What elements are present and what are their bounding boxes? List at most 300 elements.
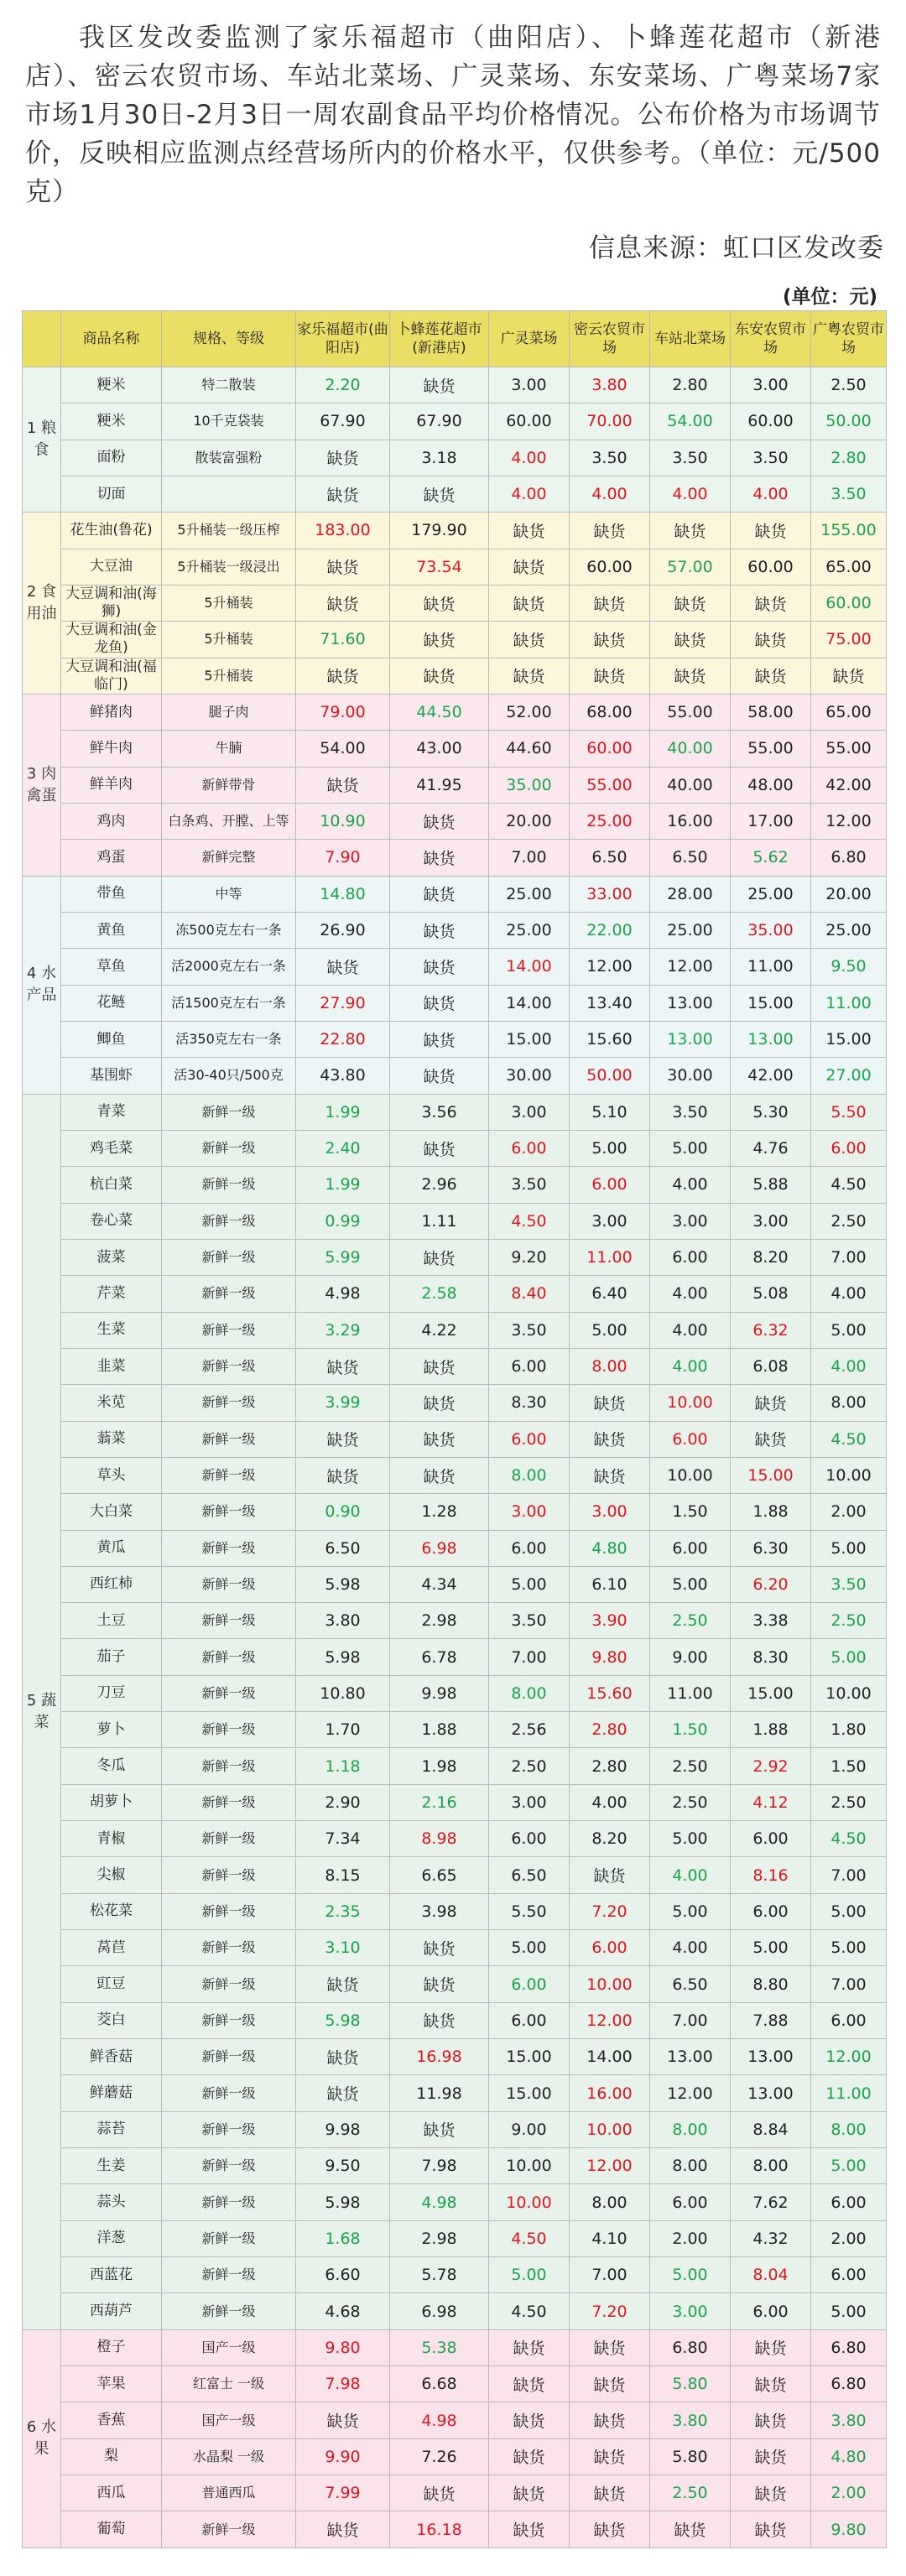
price-cell: 0.90 — [296, 1494, 390, 1530]
price-cell: 2.50 — [650, 2475, 731, 2511]
price-cell: 3.80 — [296, 1603, 390, 1639]
price-cell: 20.00 — [489, 803, 570, 839]
price-cell: 26.90 — [296, 912, 390, 948]
price-cell: 15.00 — [731, 1457, 811, 1493]
price-cell: 缺货 — [489, 2438, 570, 2475]
price-cell: 9.00 — [489, 2111, 570, 2147]
price-cell: 3.50 — [489, 1603, 570, 1639]
price-cell: 缺货 — [731, 2438, 811, 2475]
price-cell: 48.00 — [731, 767, 811, 803]
product-name: 梨 — [61, 2438, 162, 2475]
product-name: 冬瓜 — [61, 1748, 162, 1784]
price-cell: 10.00 — [650, 1385, 731, 1421]
product-spec: 活30-40只/500克 — [162, 1058, 296, 1094]
price-cell: 3.00 — [650, 1203, 731, 1239]
product-name: 豇豆 — [61, 1966, 162, 2002]
price-cell: 54.00 — [650, 403, 731, 440]
price-cell: 8.16 — [731, 1857, 811, 1893]
price-cell: 3.00 — [650, 2293, 731, 2329]
price-cell: 6.65 — [390, 1857, 489, 1893]
price-cell: 缺货 — [731, 2329, 811, 2365]
header-cell: 卜蜂莲花超市(新港店) — [390, 311, 489, 367]
product-spec: 新鲜一级 — [162, 1167, 296, 1203]
product-spec: 新鲜一级 — [162, 1239, 296, 1275]
price-cell: 14.00 — [489, 949, 570, 985]
price-cell: 缺货 — [570, 1857, 650, 1893]
price-cell: 10.00 — [811, 1675, 887, 1711]
price-cell: 50.00 — [570, 1058, 650, 1094]
price-cell: 8.20 — [570, 1821, 650, 1857]
price-cell: 17.00 — [731, 803, 811, 839]
price-cell: 缺货 — [570, 1421, 650, 1457]
price-cell: 58.00 — [731, 694, 811, 730]
price-cell: 15.00 — [489, 1021, 570, 1057]
product-spec: 新鲜一级 — [162, 1748, 296, 1784]
product-name: 生姜 — [61, 2148, 162, 2184]
price-cell: 4.50 — [489, 2220, 570, 2256]
product-name: 香蕉 — [61, 2402, 162, 2438]
table-row — [23, 2039, 887, 2075]
product-spec: 新鲜一级 — [162, 1276, 296, 1312]
price-cell: 44.50 — [390, 694, 489, 730]
price-cell: 7.98 — [390, 2148, 489, 2184]
price-cell: 缺货 — [390, 622, 489, 658]
price-cell: 缺货 — [390, 949, 489, 985]
price-cell: 2.35 — [296, 1893, 390, 1929]
price-cell: 2.40 — [296, 1130, 390, 1166]
price-cell: 4.00 — [650, 1857, 731, 1893]
product-spec: 新鲜一级 — [162, 1857, 296, 1893]
price-cell: 13.00 — [731, 2075, 811, 2111]
price-cell: 3.00 — [489, 367, 570, 403]
price-cell: 7.88 — [731, 2002, 811, 2038]
price-cell: 1.88 — [731, 1494, 811, 1530]
price-cell: 6.00 — [489, 1421, 570, 1457]
product-spec: 新鲜一级 — [162, 1094, 296, 1130]
table-row — [23, 1457, 887, 1493]
product-name: 生菜 — [61, 1312, 162, 1348]
price-cell: 60.00 — [811, 585, 887, 621]
product-spec: 新鲜带骨 — [162, 767, 296, 803]
table-row — [23, 2002, 887, 2038]
product-name: 大豆调和油(金龙鱼) — [61, 622, 162, 658]
price-cell: 4.50 — [489, 1203, 570, 1239]
table-row — [23, 1276, 887, 1312]
price-cell: 27.90 — [296, 985, 390, 1021]
price-cell: 4.00 — [650, 1276, 731, 1312]
price-cell: 10.00 — [650, 1457, 731, 1493]
table-row — [23, 513, 887, 549]
price-cell: 60.00 — [489, 403, 570, 440]
price-cell: 4.50 — [811, 1421, 887, 1457]
price-cell: 3.29 — [296, 1312, 390, 1348]
product-name: 粳米 — [61, 403, 162, 440]
price-cell: 8.30 — [731, 1639, 811, 1675]
table-row — [23, 2184, 887, 2220]
price-cell: 6.00 — [570, 1167, 650, 1203]
price-cell: 65.00 — [811, 694, 887, 730]
price-cell: 5.50 — [489, 1893, 570, 1929]
price-cell: 6.00 — [731, 1821, 811, 1857]
price-cell: 179.90 — [390, 513, 489, 549]
price-cell: 缺货 — [570, 513, 650, 549]
table-row — [23, 1712, 887, 1748]
price-cell: 6.80 — [811, 2366, 887, 2402]
product-spec: 新鲜一级 — [162, 1603, 296, 1639]
product-spec: 国产一级 — [162, 2329, 296, 2365]
price-cell: 16.00 — [570, 2075, 650, 2111]
price-cell: 3.50 — [570, 440, 650, 476]
table-row — [23, 1857, 887, 1893]
price-cell: 缺货 — [390, 476, 489, 512]
price-cell: 7.00 — [811, 1966, 887, 2002]
category-label: 5 蔬菜 — [23, 1094, 61, 2329]
product-name: 鲜牛肉 — [61, 731, 162, 767]
product-name: 土豆 — [61, 1603, 162, 1639]
price-cell: 13.00 — [731, 1021, 811, 1057]
price-cell: 2.56 — [489, 1712, 570, 1748]
price-cell: 155.00 — [811, 513, 887, 549]
price-cell: 2.50 — [811, 1784, 887, 1820]
price-cell: 13.00 — [731, 2039, 811, 2075]
price-cell: 6.98 — [390, 1530, 489, 1566]
price-cell: 缺货 — [489, 2475, 570, 2511]
price-cell: 1.68 — [296, 2220, 390, 2256]
price-cell: 6.00 — [489, 1130, 570, 1166]
price-cell: 缺货 — [390, 840, 489, 876]
price-cell: 15.00 — [731, 985, 811, 1021]
price-cell: 8.98 — [390, 1821, 489, 1857]
product-name: 洋葱 — [61, 2220, 162, 2256]
price-cell: 缺货 — [296, 767, 390, 803]
price-cell: 55.00 — [570, 767, 650, 803]
table-row — [23, 1675, 887, 1711]
price-cell: 68.00 — [570, 694, 650, 730]
product-name: 鲜香菇 — [61, 2039, 162, 2075]
price-cell: 60.00 — [570, 549, 650, 585]
product-spec: 新鲜一级 — [162, 1821, 296, 1857]
product-name: 苹果 — [61, 2366, 162, 2402]
price-cell: 4.50 — [811, 1821, 887, 1857]
price-cell: 3.00 — [489, 1784, 570, 1820]
price-cell: 5.98 — [296, 1566, 390, 1602]
price-cell: 2.80 — [650, 367, 731, 403]
product-spec: 10千克袋装 — [162, 403, 296, 440]
product-spec: 5升桶装一级浸出 — [162, 549, 296, 585]
price-cell: 5.08 — [731, 1276, 811, 1312]
product-name: 西红柿 — [61, 1566, 162, 1602]
product-spec: 新鲜一级 — [162, 1712, 296, 1748]
price-cell: 8.00 — [489, 1457, 570, 1493]
product-spec: 新鲜一级 — [162, 1530, 296, 1566]
price-cell: 43.00 — [390, 731, 489, 767]
price-cell: 缺货 — [390, 1348, 489, 1384]
price-cell: 1.88 — [390, 1712, 489, 1748]
product-name: 鲜猪肉 — [61, 694, 162, 730]
price-cell: 缺货 — [570, 585, 650, 621]
price-cell: 5.00 — [811, 2293, 887, 2329]
price-cell: 6.30 — [731, 1530, 811, 1566]
table-row — [23, 367, 887, 403]
price-cell: 6.08 — [731, 1348, 811, 1384]
price-cell: 2.90 — [296, 1784, 390, 1820]
product-name: 西蓝花 — [61, 2257, 162, 2293]
price-cell: 41.95 — [390, 767, 489, 803]
table-row — [23, 1021, 887, 1057]
price-cell: 7.00 — [489, 1639, 570, 1675]
product-spec: 新鲜一级 — [162, 2148, 296, 2184]
price-cell: 缺货 — [390, 912, 489, 948]
product-name: 黄瓜 — [61, 1530, 162, 1566]
price-cell: 10.80 — [296, 1675, 390, 1711]
product-name: 基围虾 — [61, 1058, 162, 1094]
product-name: 松花菜 — [61, 1893, 162, 1929]
price-cell: 6.20 — [731, 1566, 811, 1602]
product-spec: 新鲜一级 — [162, 1348, 296, 1384]
price-cell: 75.00 — [811, 622, 887, 658]
price-cell: 缺货 — [296, 1421, 390, 1457]
price-cell: 12.00 — [650, 2075, 731, 2111]
category-label: 4 水产品 — [23, 876, 61, 1094]
header-cell — [23, 311, 61, 367]
price-cell: 缺货 — [731, 2511, 811, 2547]
price-cell: 3.38 — [731, 1603, 811, 1639]
price-cell: 缺货 — [390, 1385, 489, 1421]
price-cell: 8.04 — [731, 2257, 811, 2293]
table-row — [23, 1966, 887, 2002]
price-cell: 缺货 — [650, 585, 731, 621]
price-cell: 6.00 — [650, 2184, 731, 2220]
price-cell: 11.00 — [811, 2075, 887, 2111]
table-header-row — [23, 311, 887, 367]
price-cell: 6.00 — [731, 2293, 811, 2329]
price-cell: 4.50 — [811, 1167, 887, 1203]
table-row — [23, 1385, 887, 1421]
product-name: 蒜头 — [61, 2184, 162, 2220]
table-row — [23, 1348, 887, 1384]
product-spec: 新鲜一级 — [162, 2039, 296, 2075]
price-cell: 27.00 — [811, 1058, 887, 1094]
header-cell: 广灵菜场 — [489, 311, 570, 367]
price-cell: 7.90 — [296, 840, 390, 876]
product-name: 大豆调和油(福临门) — [61, 658, 162, 694]
price-cell: 缺货 — [570, 622, 650, 658]
product-spec: 腿子肉 — [162, 694, 296, 730]
price-cell: 6.80 — [811, 2329, 887, 2365]
product-name: 草鱼 — [61, 949, 162, 985]
product-name: 葡萄 — [61, 2511, 162, 2547]
price-cell: 缺货 — [390, 803, 489, 839]
header-cell: 广粤农贸市场 — [811, 311, 887, 367]
price-cell: 5.00 — [811, 2148, 887, 2184]
price-cell: 3.80 — [650, 2402, 731, 2438]
price-cell: 22.80 — [296, 1021, 390, 1057]
table-row — [23, 840, 887, 876]
price-cell: 42.00 — [731, 1058, 811, 1094]
price-cell: 4.22 — [390, 1312, 489, 1348]
price-cell: 缺货 — [570, 1385, 650, 1421]
table-row — [23, 403, 887, 440]
header-cell: 东安农贸市场 — [731, 311, 811, 367]
price-cell: 缺货 — [650, 2511, 731, 2547]
price-cell: 5.10 — [570, 1094, 650, 1130]
price-cell: 4.00 — [811, 1348, 887, 1384]
price-cell: 5.00 — [811, 1639, 887, 1675]
category-label: 2 食用油 — [23, 513, 61, 695]
price-cell: 5.00 — [811, 1312, 887, 1348]
price-cell: 缺货 — [570, 2402, 650, 2438]
price-cell: 3.50 — [811, 476, 887, 512]
table-row — [23, 658, 887, 694]
price-cell: 缺货 — [296, 1457, 390, 1493]
price-cell: 5.38 — [390, 2329, 489, 2365]
price-cell: 8.30 — [489, 1385, 570, 1421]
price-cell: 1.11 — [390, 1203, 489, 1239]
price-cell: 44.60 — [489, 731, 570, 767]
price-cell: 缺货 — [731, 1385, 811, 1421]
price-cell: 缺货 — [731, 2366, 811, 2402]
price-cell: 3.50 — [650, 1094, 731, 1130]
price-cell: 11.00 — [731, 949, 811, 985]
price-cell: 13.00 — [650, 1021, 731, 1057]
table-row — [23, 949, 887, 985]
price-cell: 5.00 — [489, 1566, 570, 1602]
price-cell: 12.00 — [570, 949, 650, 985]
table-row — [23, 2511, 887, 2547]
price-cell: 缺货 — [570, 2475, 650, 2511]
price-cell: 7.98 — [296, 2366, 390, 2402]
price-cell: 5.00 — [570, 1130, 650, 1166]
price-cell: 缺货 — [296, 476, 390, 512]
price-cell: 15.60 — [570, 1021, 650, 1057]
price-cell: 6.00 — [650, 1421, 731, 1457]
price-cell: 6.00 — [811, 2002, 887, 2038]
product-spec: 冻500克左右一条 — [162, 912, 296, 948]
price-cell: 7.20 — [570, 1893, 650, 1929]
price-cell: 3.50 — [489, 1167, 570, 1203]
price-cell: 3.18 — [390, 440, 489, 476]
price-cell: 6.00 — [489, 1966, 570, 2002]
table-row — [23, 1748, 887, 1784]
price-cell: 2.50 — [650, 1603, 731, 1639]
price-cell: 9.90 — [296, 2438, 390, 2475]
price-cell: 12.00 — [570, 2002, 650, 2038]
price-cell: 5.80 — [650, 2438, 731, 2475]
price-cell: 缺货 — [650, 622, 731, 658]
price-cell: 3.56 — [390, 1094, 489, 1130]
price-cell: 5.00 — [731, 1930, 811, 1966]
price-cell: 6.50 — [650, 1966, 731, 2002]
product-name: 茭白 — [61, 2002, 162, 2038]
product-name: 大白菜 — [61, 1494, 162, 1530]
product-spec: 新鲜一级 — [162, 1566, 296, 1602]
price-cell: 33.00 — [570, 876, 650, 912]
price-cell: 10.00 — [489, 2148, 570, 2184]
table-row — [23, 476, 887, 512]
header-cell: 规格、等级 — [162, 311, 296, 367]
price-cell: 8.00 — [811, 1385, 887, 1421]
price-cell: 10.00 — [489, 2184, 570, 2220]
price-cell: 4.00 — [731, 476, 811, 512]
price-cell: 8.84 — [731, 2111, 811, 2147]
product-spec: 新鲜一级 — [162, 2511, 296, 2547]
product-name: 花鲢 — [61, 985, 162, 1021]
price-cell: 4.34 — [390, 1566, 489, 1602]
price-cell: 67.90 — [390, 403, 489, 440]
table-row — [23, 1494, 887, 1530]
price-cell: 4.68 — [296, 2293, 390, 2329]
price-cell: 11.00 — [570, 1239, 650, 1275]
price-cell: 15.60 — [570, 1675, 650, 1711]
price-cell: 5.98 — [296, 2184, 390, 2220]
price-cell: 12.00 — [811, 2039, 887, 2075]
price-cell: 183.00 — [296, 513, 390, 549]
price-cell: 5.88 — [731, 1167, 811, 1203]
price-cell: 9.20 — [489, 1239, 570, 1275]
price-cell: 70.00 — [570, 403, 650, 440]
price-cell: 0.99 — [296, 1203, 390, 1239]
price-cell: 6.50 — [489, 1857, 570, 1893]
price-cell: 缺货 — [296, 1348, 390, 1384]
price-cell: 6.68 — [390, 2366, 489, 2402]
product-spec: 新鲜一级 — [162, 2184, 296, 2220]
price-cell: 8.00 — [731, 2148, 811, 2184]
price-cell: 10.00 — [570, 2111, 650, 2147]
table-row — [23, 2329, 887, 2365]
price-cell: 25.00 — [731, 876, 811, 912]
table-row — [23, 2366, 887, 2402]
price-cell: 6.50 — [650, 840, 731, 876]
price-cell: 4.76 — [731, 1130, 811, 1166]
price-cell: 6.00 — [731, 1893, 811, 1929]
price-cell: 缺货 — [390, 1930, 489, 1966]
price-cell: 10.90 — [296, 803, 390, 839]
table-row — [23, 2075, 887, 2111]
price-cell: 6.10 — [570, 1566, 650, 1602]
product-spec: 新鲜一级 — [162, 1385, 296, 1421]
price-cell: 4.12 — [731, 1784, 811, 1820]
product-name: 鲜蘑菇 — [61, 2075, 162, 2111]
price-cell: 5.00 — [570, 1312, 650, 1348]
product-spec: 中等 — [162, 876, 296, 912]
table-row — [23, 1639, 887, 1675]
product-name: 米苋 — [61, 1385, 162, 1421]
table-row — [23, 876, 887, 912]
price-cell: 14.00 — [570, 2039, 650, 2075]
product-spec: 新鲜一级 — [162, 2111, 296, 2147]
price-cell: 缺货 — [390, 2111, 489, 2147]
header-cell: 商品名称 — [61, 311, 162, 367]
price-cell: 6.00 — [811, 1130, 887, 1166]
price-cell: 3.00 — [731, 367, 811, 403]
price-cell: 3.50 — [489, 1312, 570, 1348]
product-name: 菠菜 — [61, 1239, 162, 1275]
product-spec: 5升桶装 — [162, 622, 296, 658]
price-cell: 6.00 — [489, 1821, 570, 1857]
price-cell: 5.00 — [489, 1930, 570, 1966]
price-cell: 4.00 — [650, 1312, 731, 1348]
table-row — [23, 1421, 887, 1457]
table-row — [23, 2293, 887, 2329]
price-cell: 10.00 — [811, 1457, 887, 1493]
product-spec: 新鲜一级 — [162, 1893, 296, 1929]
table-row — [23, 2111, 887, 2147]
product-name: 芹菜 — [61, 1276, 162, 1312]
price-cell: 55.00 — [650, 694, 731, 730]
product-name: 萝卜 — [61, 1712, 162, 1748]
price-cell: 5.30 — [731, 1094, 811, 1130]
price-cell: 65.00 — [811, 549, 887, 585]
